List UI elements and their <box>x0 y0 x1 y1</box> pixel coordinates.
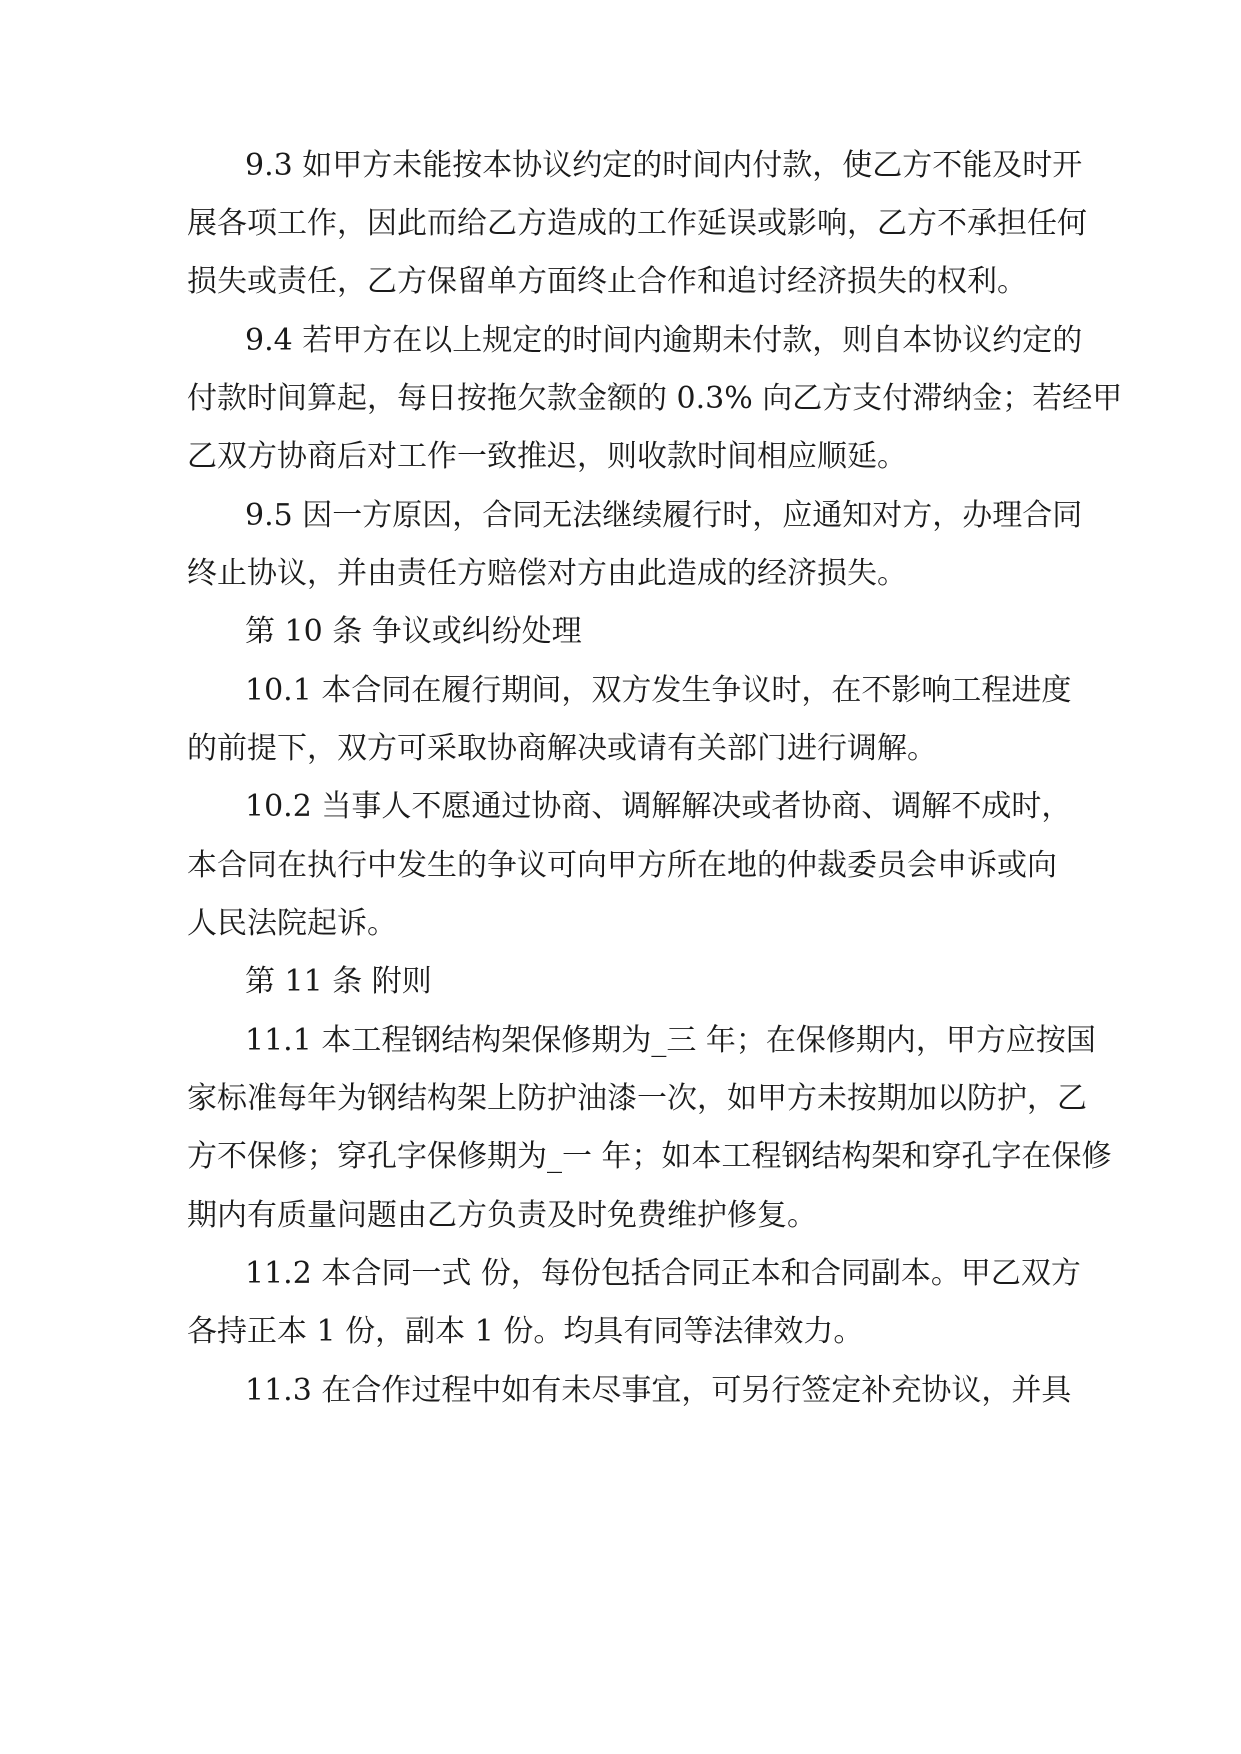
text-line: 终止协议，并由责任方赔偿对方由此造成的经济损失。 <box>187 556 907 591</box>
text-line: 付款时间算起，每日按拖欠款金额的 0.3% 向乙方支付滞纳金；若经甲 <box>187 381 1123 416</box>
text-line-10-2: 10.2 当事人不愿通过协商、调解解决或者协商、调解不成时， <box>245 789 1072 824</box>
text-line: 展各项工作，因此而给乙方造成的工作延误或影响，乙方不承担任何 <box>187 206 1087 241</box>
text-line: 方不保修；穿孔字保修期为_一 年；如本工程钢结构架和穿孔字在保修 <box>187 1139 1112 1174</box>
text-line: 乙双方协商后对工作一致推迟，则收款时间相应顺延。 <box>187 439 907 474</box>
text-line-9-4: 9.4 若甲方在以上规定的时间内逾期未付款，则自本协议约定的 <box>245 323 1083 358</box>
text-line-9-3: 9.3 如甲方未能按本协议约定的时间内付款，使乙方不能及时开 <box>245 148 1083 183</box>
text-line: 家标准每年为钢结构架上防护油漆一次，如甲方未按期加以防护，乙 <box>187 1081 1087 1116</box>
text-line-9-5: 9.5 因一方原因，合同无法继续履行时，应通知对方，办理合同 <box>245 498 1083 533</box>
text-line: 本合同在执行中发生的争议可向甲方所在地的仲裁委员会申诉或向 <box>187 848 1057 883</box>
section-heading-11: 第 11 条 附则 <box>245 964 432 999</box>
text-line-11-3: 11.3 在合作过程中如有未尽事宜，可另行签定补充协议，并具 <box>245 1373 1072 1408</box>
section-heading-10: 第 10 条 争议或纠纷处理 <box>245 614 582 649</box>
text-line-11-2: 11.2 本合同一式 份，每份包括合同正本和合同副本。甲乙双方 <box>245 1256 1081 1291</box>
text-line: 的前提下，双方可采取协商解决或请有关部门进行调解。 <box>187 731 937 766</box>
text-line: 损失或责任，乙方保留单方面终止合作和追讨经济损失的权利。 <box>187 264 1027 299</box>
text-line: 各持正本 1 份，副本 1 份。均具有同等法律效力。 <box>187 1314 864 1349</box>
text-line-10-1: 10.1 本合同在履行期间，双方发生争议时，在不影响工程进度 <box>245 673 1072 708</box>
text-line: 人民法院起诉。 <box>187 906 397 941</box>
text-line-11-1: 11.1 本工程钢结构架保修期为_三 年；在保修期内，甲方应按国 <box>245 1023 1096 1058</box>
text-line: 期内有质量问题由乙方负责及时免费维护修复。 <box>187 1198 817 1233</box>
